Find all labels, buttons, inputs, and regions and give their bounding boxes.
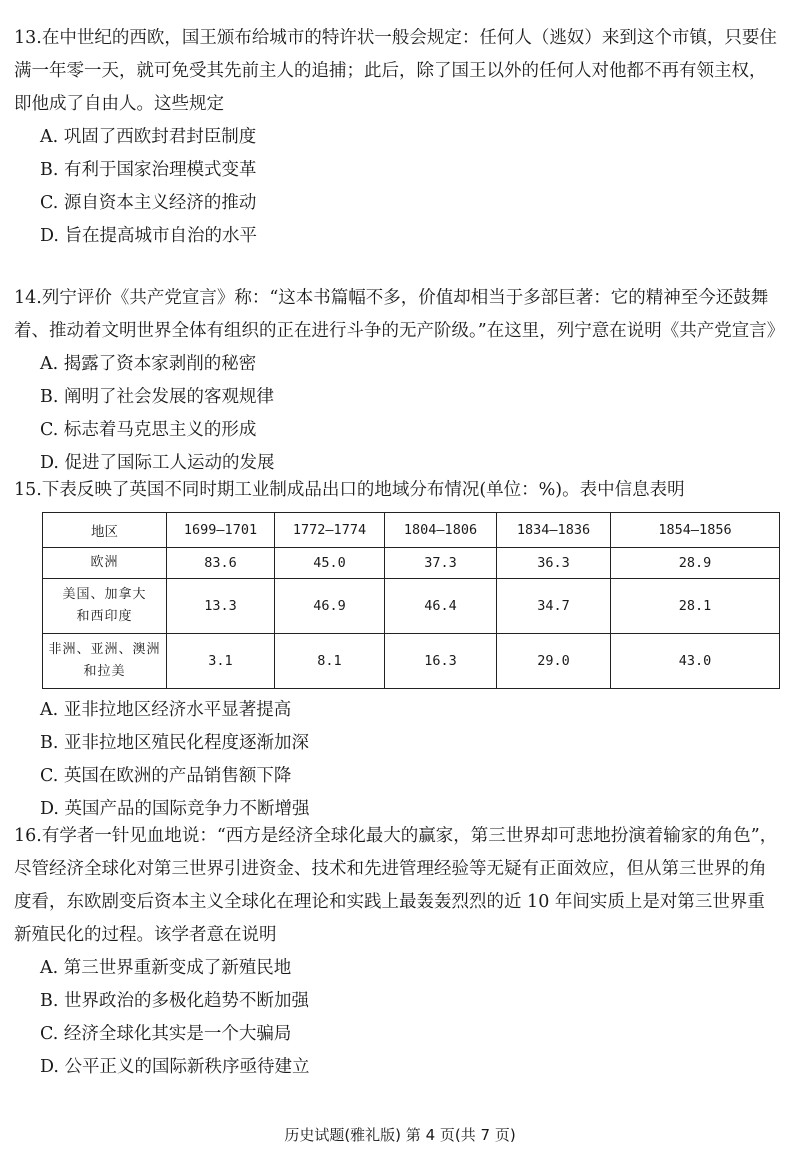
export-distribution-table: [42, 512, 780, 689]
value-cell: 37.3: [385, 548, 497, 579]
option-b: B. 有利于国家治理模式变革: [40, 160, 257, 180]
page-footer: 历史试题(雅礼版) 第 4 页(共 7 页): [284, 1126, 516, 1144]
table-row: [43, 634, 780, 689]
value-cell: 46.4: [385, 579, 497, 634]
region-name-line2: 和西印度: [76, 609, 133, 624]
option-c: C. 源自资本主义经济的推动: [40, 193, 257, 213]
option-d: D. 旨在提高城市自治的水平: [40, 226, 258, 246]
header-cell-period: 1772—1774: [275, 513, 385, 548]
table-header-row: [43, 513, 780, 548]
option-d: D. 促进了国际工人运动的发展: [40, 453, 275, 473]
option-b: B. 世界政治的多极化趋势不断加强: [40, 991, 309, 1011]
option-a: A. 巩固了西欧封君封臣制度: [40, 127, 257, 147]
region-name-line1: 美国、加拿大: [62, 587, 147, 602]
option-a: A. 揭露了资本家剥削的秘密: [40, 354, 257, 374]
option-a: A. 第三世界重新变成了新殖民地: [40, 958, 292, 978]
question-text: 在中世纪的西欧，国王颁布给城市的特许状一般会规定：任何人（逃奴）来到这个市镇，只要住满一年零一天，就可免受其先前主人的追捕；此后，除了国王以外的任何人对他都不再有领主权，即他成了自由人。这些规定: [14, 28, 777, 114]
value-cell: 43.0: [611, 634, 780, 689]
header-cell-period: 1699—1701: [167, 513, 275, 548]
value-cell: 36.3: [497, 548, 611, 579]
question-13: [14, 22, 778, 253]
option-d: D. 公平正义的国际新秩序亟待建立: [40, 1057, 310, 1077]
header-cell-region: 地区: [43, 513, 167, 548]
option-b: B. 阐明了社会发展的客观规律: [40, 387, 274, 407]
header-cell-period: 1854—1856: [611, 513, 780, 548]
question-16: [14, 820, 778, 1084]
value-cell: 34.7: [497, 579, 611, 634]
question-number: 14.: [14, 288, 42, 308]
region-cell: [43, 579, 167, 634]
region-name: 欧洲: [90, 555, 119, 570]
value-cell: 29.0: [497, 634, 611, 689]
table-row: [43, 548, 780, 579]
value-cell: 8.1: [275, 634, 385, 689]
question-stem: [14, 22, 778, 121]
option-b: B. 亚非拉地区殖民化程度逐渐加深: [40, 733, 309, 753]
question-15-options: [14, 694, 778, 826]
value-cell: 28.1: [611, 579, 780, 634]
option-c: C. 英国在欧洲的产品销售额下降: [40, 766, 292, 786]
option-c: C. 标志着马克思主义的形成: [40, 420, 257, 440]
option-a: A. 亚非拉地区经济水平显著提高: [40, 700, 292, 720]
question-number: 15.: [14, 480, 42, 500]
value-cell: 16.3: [385, 634, 497, 689]
question-stem: [14, 282, 785, 348]
question-number: 13.: [14, 28, 42, 48]
question-number: 16.: [14, 826, 42, 846]
question-15: [14, 474, 778, 507]
question-text: 列宁评价《共产党宣言》称：“这本书篇幅不多，价值却相当于多部巨著：它的精神至今还鼓舞着、推动着文明世界全体有组织的正在进行斗争的无产阶级。”在这里，列宁意在说明《共产党宣言》: [14, 288, 785, 341]
value-cell: 83.6: [167, 548, 275, 579]
question-stem: [14, 820, 778, 952]
option-c: C. 经济全球化其实是一个大骗局: [40, 1024, 292, 1044]
question-text: 下表反映了英国不同时期工业制成品出口的地域分布情况(单位：%)。表中信息表明: [41, 480, 685, 500]
table-row: [43, 579, 780, 634]
question-stem: [14, 474, 778, 507]
value-cell: 3.1: [167, 634, 275, 689]
question-text: 有学者一针见血地说：“西方是经济全球化最大的赢家，第三世界却可悲地扮演着输家的角色”，尽管经济全球化对第三世界引进资金、技术和先进管理经验等无疑有正面效应，但从第三世界的角度看，东欧剧变后资本主义全球化在理论和实践上最轰轰烈烈的近 10 年间实质上是对第三世界重新殖民化的过程。该学者意在说明: [14, 826, 778, 945]
question-14: [14, 282, 785, 480]
header-cell-period: 1834—1836: [497, 513, 611, 548]
value-cell: 13.3: [167, 579, 275, 634]
value-cell: 28.9: [611, 548, 780, 579]
region-cell: [43, 548, 167, 579]
value-cell: 45.0: [275, 548, 385, 579]
region-cell: [43, 634, 167, 689]
value-cell: 46.9: [275, 579, 385, 634]
region-name-line1: 非洲、亚洲、澳洲: [48, 642, 161, 657]
header-cell-period: 1804—1806: [385, 513, 497, 548]
option-d: D. 英国产品的国际竞争力不断增强: [40, 799, 310, 819]
region-name-line2: 和拉美: [83, 664, 126, 679]
